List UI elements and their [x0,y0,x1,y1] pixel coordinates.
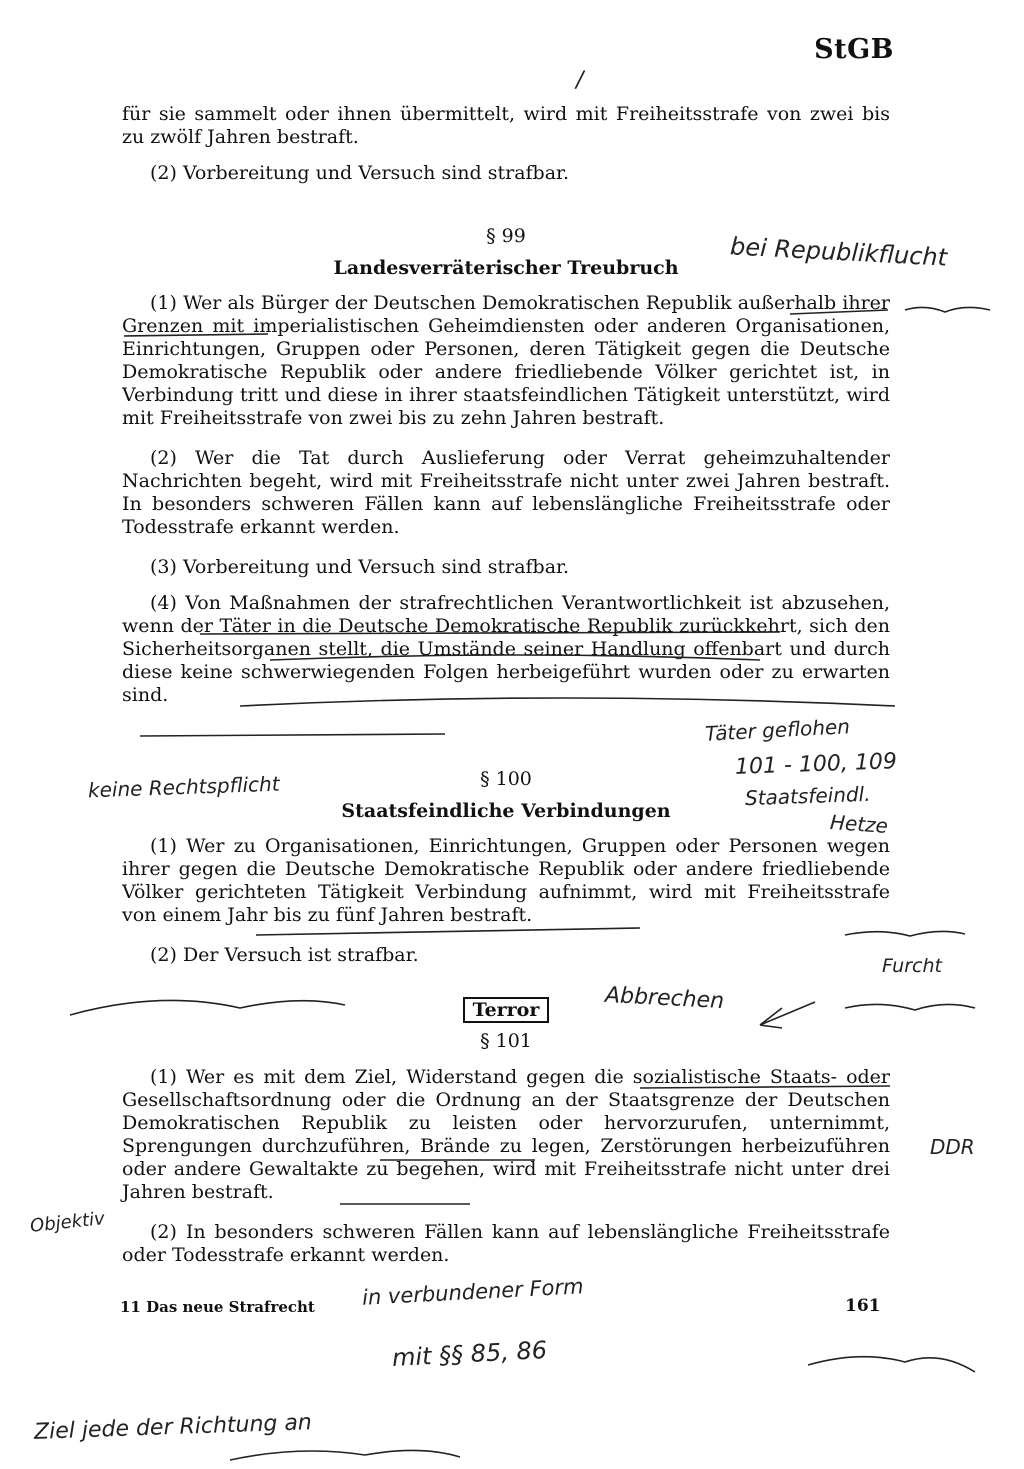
section-101-number: § 101 [480,1030,532,1052]
section-101-body [122,1066,890,1267]
handwritten-note-form: in verbundener Form [361,1274,585,1310]
squiggle-margin-top [905,307,990,312]
section-99-body [122,292,890,707]
handwritten-note-taeter: Täter geflohen [704,714,851,746]
section-100-paragraph-1: (1) Wer zu Organisationen, Einrichtungen, Gruppen oder Personen wegen ihrer gegen die Deutsche Demokratische Republik oder andere friedliebende Völker gerichteten Tätigkeit Verbindung aufnimmt, wird mit Freiheitsstrafe von einem Jahr bis zu fünf Jahren bestraft. [122,835,890,926]
handwritten-note-ddr: DDR [930,1135,975,1159]
handwritten-note-objektiv: Objektiv [29,1208,106,1237]
underline-erwarten [140,734,445,736]
section-100-title: Staatsfeindliche Verbindungen [341,800,671,822]
section-99-number: § 99 [486,225,526,247]
handwritten-note-rechtspflicht: keine Rechtspflicht [87,771,280,803]
handwritten-note-furcht: Furcht [882,955,942,977]
intro-paragraph-2: (2) Vorbereitung und Versuch sind strafbar. [150,162,570,184]
handwritten-note-ziel: Ziel jede der Richtung an [33,1410,313,1445]
section-100-paragraph-2: (2) Der Versuch ist strafbar. [150,944,419,966]
code-header: StGB [814,34,894,65]
section-99-paragraph-4: (4) Von Maßnahmen der strafrechtlichen Verantwortlichkeit ist abzusehen, wenn der Täter in die Deutsche Demokratische Republik zurückkehrt, sich den Sicherheitsorganen stellt, die Umstände seiner Handlung offenbart und durch diese keine schwerwiegenden Folgen herbeigeführt wurden oder zu erwarten sind. [122,592,890,706]
stroke-mark: / [576,68,584,93]
handwritten-note-republikflucht: bei Republikflucht [729,232,948,272]
intro-section [122,103,890,185]
terror-heading-wrap [122,997,890,1023]
section-99-paragraph-1: (1) Wer als Bürger der Deutschen Demokratischen Republik außerhalb ihrer Grenzen mit imperialistischen Geheimdiensten oder anderen Organisationen, Einrichtungen, Gruppen oder Personen, deren Tätigkeit gegen die Deutsche Demokratische Republik oder andere friedliebende Völker gerichtet ist, in Verbindung tritt und diese in ihrer staatsfeindlichen Tätigkeit unterstützt, wird mit Freiheitsstrafe von zwei bis zu zehn Jahren bestraft. [122,292,890,429]
section-99-title: Landesverräterischer Treubruch [333,257,679,279]
squiggle-footer-right [808,1357,975,1372]
handwritten-note-paragraph-refs: mit §§ 85, 86 [391,1335,548,1373]
handwritten-note-paragraphs: 101 - 100, 109 [734,749,898,780]
section-100-number: § 100 [480,768,532,790]
section-101-paragraph-1: (1) Wer es mit dem Ziel, Widerstand gegen die sozialistische Staats- oder Gesellschaftsordnung oder die Ordnung an der Staatsgrenze der Deutschen Demokratischen Republik zu leisten oder hervorzurufen, unternimmt, Sprengungen durchzuführen, Brände zu legen, Zerstörungen herbeizuführen oder andere Gewaltakte zu begehen, wird mit Freiheitsstrafe nicht unter drei Jahren bestraft. [122,1066,890,1203]
page-number: 161 [845,1296,881,1316]
section-99-paragraph-2: (2) Wer die Tat durch Auslieferung oder Verrat geheimzuhaltender Nachrichten begeht, wird mit Freiheitsstrafe nicht unter zwei Jahren bestraft. In besonders schweren Fällen kann auf lebenslängliche Freiheitsstrafe oder Todesstrafe erkannt werden. [122,447,890,538]
intro-paragraph: für sie sammelt oder ihnen übermittelt, wird mit Freiheitsstrafe von zwei bis zu zwölf Jahren bestraft. [122,103,890,148]
footer-book-title: 11 Das neue Strafrecht [120,1298,315,1316]
section-100-body [122,835,890,967]
section-101-paragraph-2: (2) In besonders schweren Fällen kann auf lebenslängliche Freiheitsstrafe oder Todesstrafe erkannt werden. [122,1221,890,1266]
section-99-paragraph-3: (3) Vorbereitung und Versuch sind strafbar. [150,556,570,578]
handwritten-note-hetze: Hetze [829,810,889,838]
handwritten-note-staatsfeindl: Staatsfeindl. [744,781,871,811]
squiggle-bottom [230,1450,460,1460]
terror-heading: Terror [463,997,550,1023]
handwritten-note-abbrechen: Abbrechen [604,982,725,1015]
